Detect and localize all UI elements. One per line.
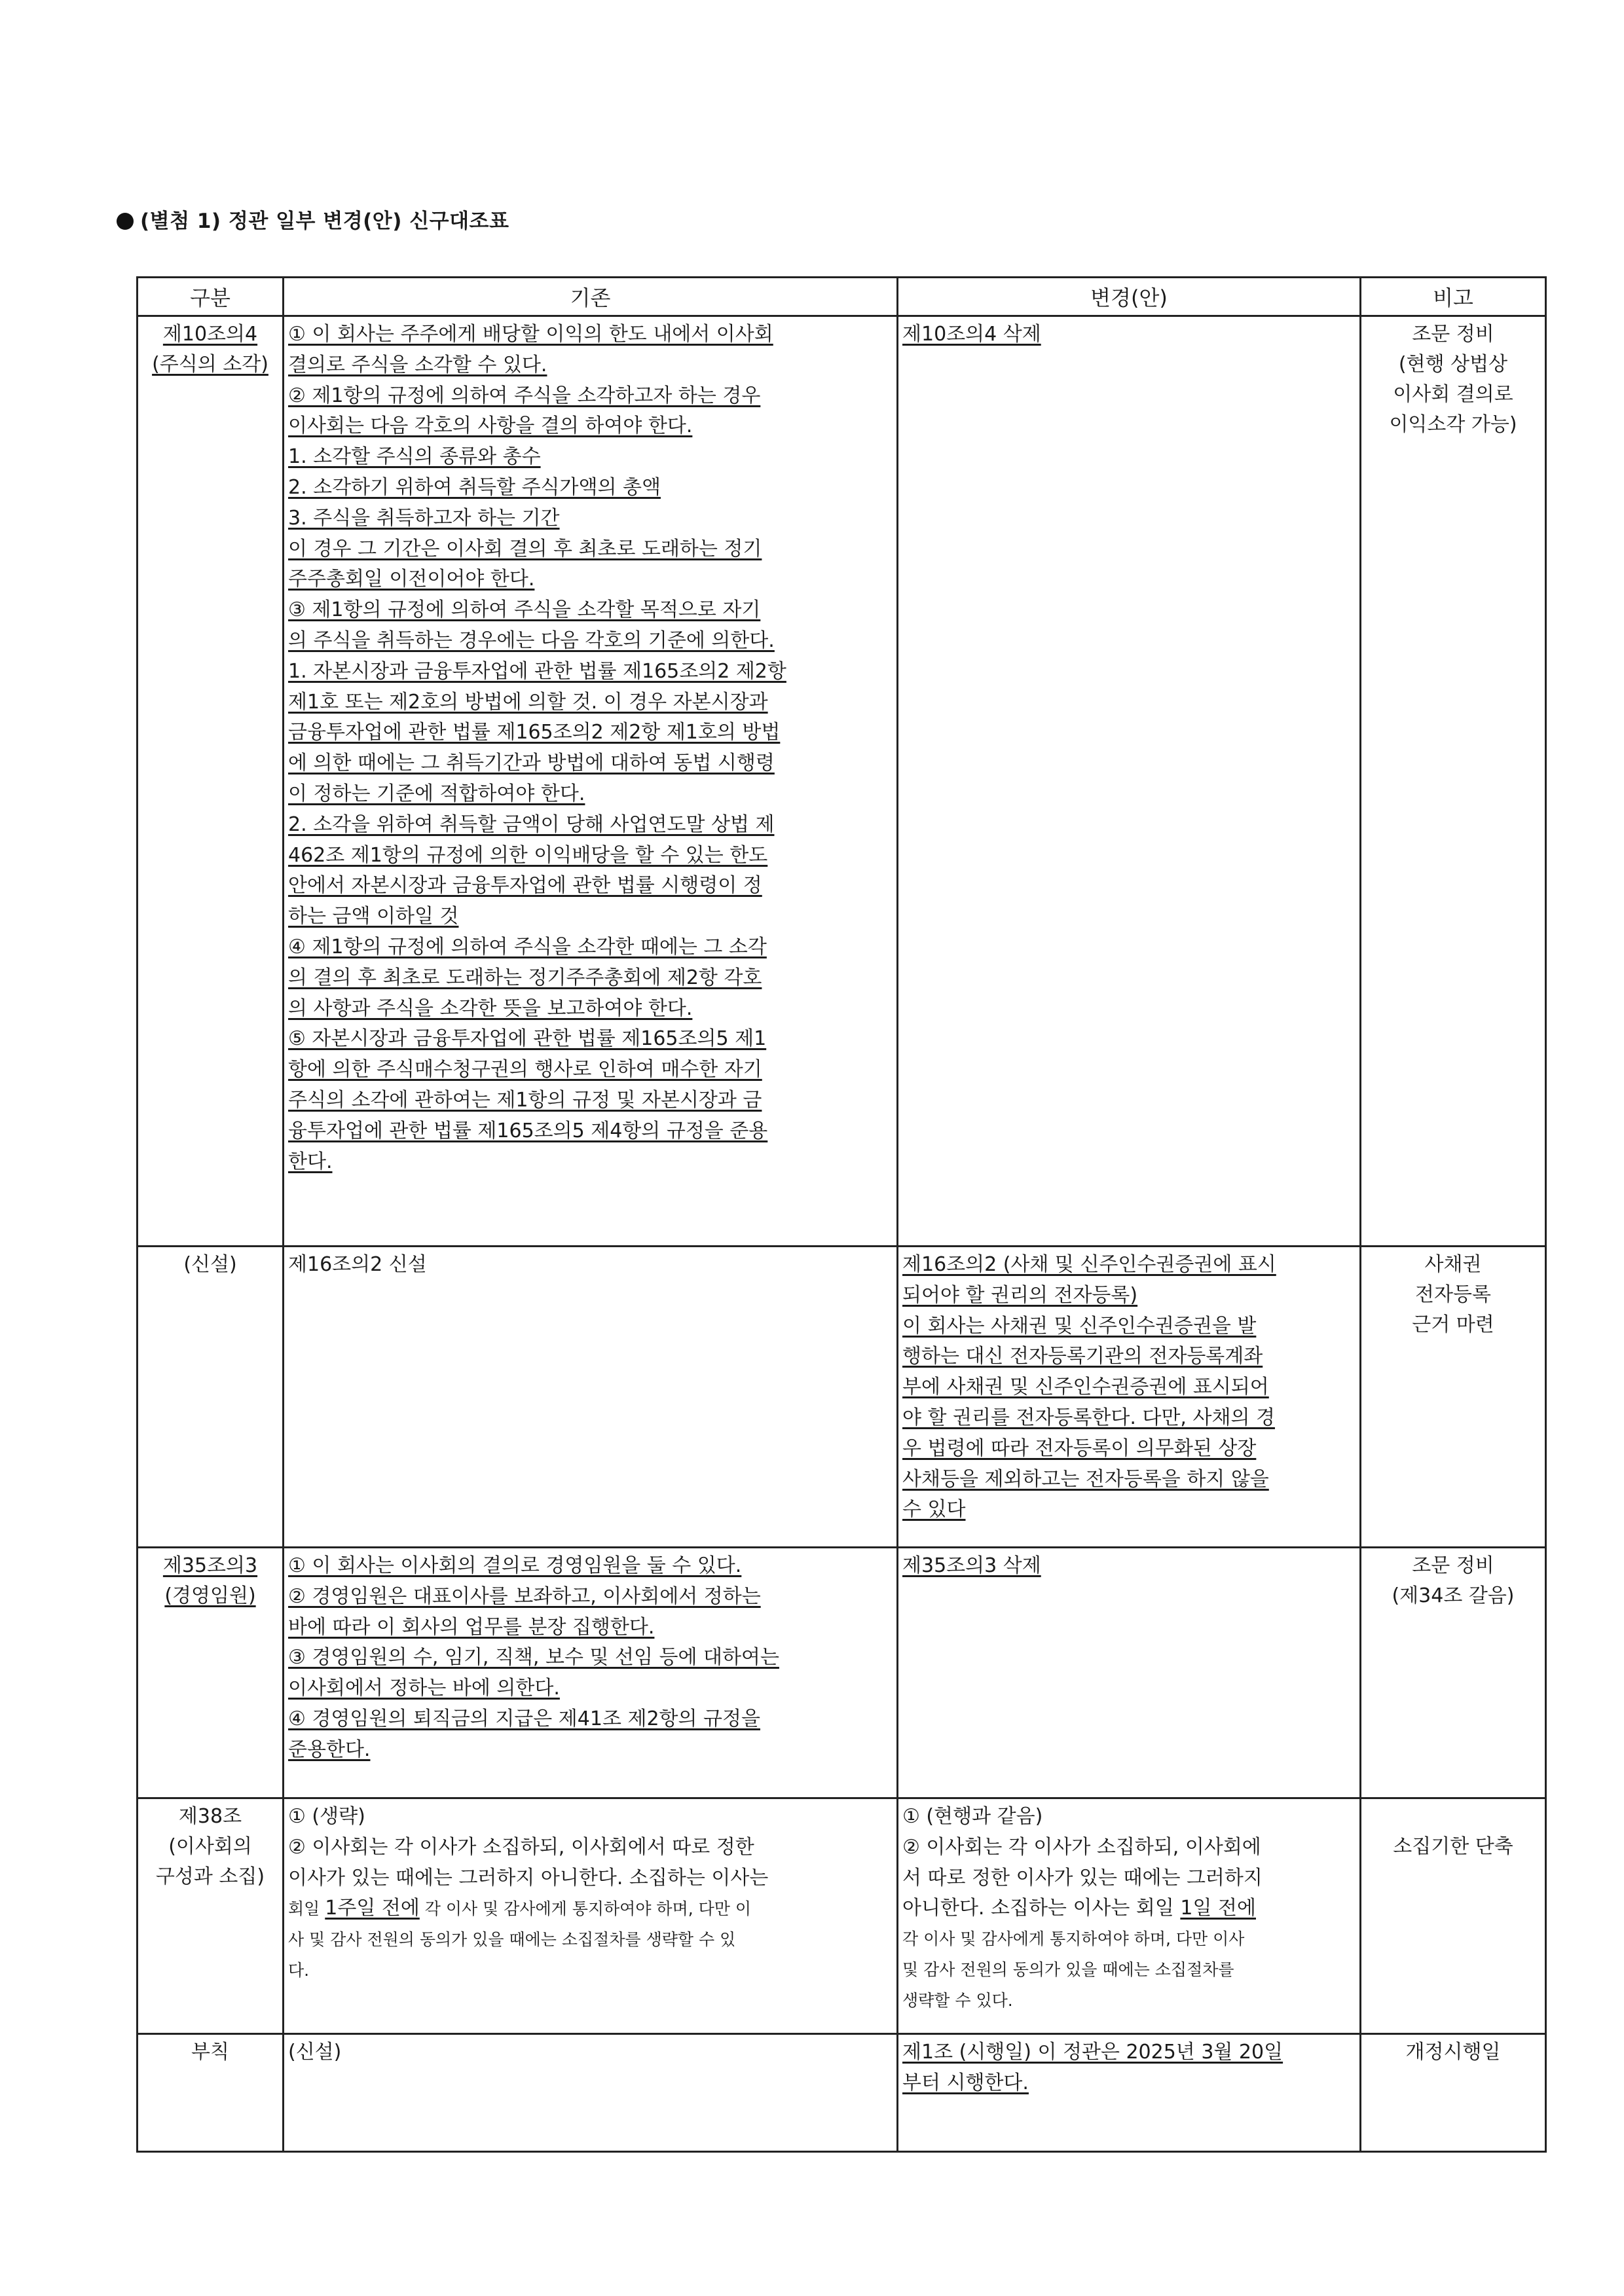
text-line: 의 주식을 취득하는 경우에는 다음 각호의 기준에 의한다. [288, 629, 775, 652]
text-line: ② 이사회는 각 이사가 소집하되, 이사회에 [902, 1835, 1261, 1859]
text-line: 제35조의3 삭제 [902, 1554, 1041, 1577]
heading-text: (별첨 1) 정관 일부 변경(안) 신구대조표 [140, 210, 509, 233]
text-line: 바에 따라 이 회사의 업무를 분장 집행한다. [288, 1615, 655, 1639]
text-line: 이 경우 그 기간은 이사회 결의 후 최초로 도래하는 정기 [288, 537, 762, 560]
text-line: 소집기한 단축 [1393, 1835, 1513, 1858]
text-line: 이 회사는 사채권 및 신주인수권증권을 발 [902, 1314, 1257, 1338]
text-line: (신설) [288, 2041, 342, 2064]
text-line: 에 의한 때에는 그 취득기간과 방법에 대하여 동법 시행령 [288, 752, 775, 775]
text-line: 이 정하는 기준에 적합하여야 한다. [288, 782, 585, 805]
text-line: 되어야 할 권리의 전자등록) [902, 1283, 1138, 1307]
row-category [138, 316, 284, 1247]
text-line: ① 이 회사는 주주에게 배당할 이익의 한도 내에서 이사회 [288, 323, 773, 346]
text-line: 1. 소각할 주식의 종류와 총수 [288, 445, 541, 469]
proposed-emphasis: 1일 전에 [1180, 1897, 1256, 1920]
header-existing: 기존 [284, 278, 898, 316]
text-line: 생략할 수 있다. [902, 1990, 1013, 2010]
text-line: 근거 마련 [1412, 1313, 1494, 1336]
text-line: 3. 주식을 취득하고자 하는 기간 [288, 506, 560, 530]
text-line: 제38조 [178, 1805, 242, 1828]
row-proposed [898, 2034, 1361, 2152]
row-note [1361, 1247, 1546, 1548]
text-line: ③ 경영임원의 수, 임기, 직책, 보수 및 선임 등에 대하여는 [288, 1646, 779, 1669]
text-line: ④ 제1항의 규정에 의하여 주식을 소각한 때에는 그 소각 [288, 935, 767, 958]
text-line: 하는 금액 이하일 것 [288, 905, 459, 928]
row-note [1361, 2034, 1546, 2152]
text-line: 제10조의4 삭제 [902, 323, 1041, 346]
row-existing [284, 1798, 898, 2034]
text-line: 융투자업에 관한 법률 제165조의5 제4항의 규정을 준용 [288, 1119, 768, 1142]
text-line: 다. [288, 1960, 310, 1980]
text-line: 부터 시행한다. [902, 2071, 1029, 2094]
row-existing [284, 2034, 898, 2152]
comparison-table [136, 276, 1547, 2153]
text-line: 개정시행일 [1405, 2041, 1501, 2064]
text-line: 제16조의2 신설 [288, 1253, 427, 1276]
text-line: 구성과 소집) [155, 1865, 265, 1888]
text-line: 준용한다. [288, 1738, 371, 1761]
text-line: 항에 의한 주식매수청구권의 행사로 인하여 매수한 자기 [288, 1058, 762, 1082]
header-row [138, 278, 1546, 316]
text-line: (제34조 갈음) [1392, 1584, 1515, 1607]
existing-line-pre: 회일 [288, 1899, 325, 1919]
text-line: 이사회에서 정하는 바에 의한다. [288, 1677, 560, 1700]
row-note [1361, 1798, 1546, 2034]
existing-emphasis-line [288, 1893, 893, 1925]
text-line: 2. 소각하기 위하여 취득할 주식가액의 총액 [288, 475, 661, 499]
text-line: 제10조의4 [162, 323, 258, 346]
header-proposed: 변경(안) [898, 278, 1361, 316]
row-proposed [898, 1247, 1361, 1548]
row-category [138, 2034, 284, 2152]
row-proposed [898, 1548, 1361, 1798]
text-line: (현행 상법상 [1398, 353, 1508, 376]
text-line: ① 이 회사는 이사회의 결의로 경영임원을 둘 수 있다. [288, 1554, 742, 1577]
text-line: 제16조의2 (사채 및 신주인수권증권에 표시 [902, 1253, 1276, 1276]
text-line: 우 법령에 따라 전자등록이 의무화된 상장 [902, 1436, 1257, 1460]
text-line: 한다. [288, 1150, 333, 1173]
text-line: 이사회 결의로 [1393, 383, 1513, 406]
text-line: 462조 제1항의 규정에 의한 이익배당을 할 수 있는 한도 [288, 843, 768, 867]
text-line: ① (생략) [288, 1805, 365, 1828]
text-line: (이사회의 [168, 1835, 252, 1858]
text-line: ③ 제1항의 규정에 의하여 주식을 소각할 목적으로 자기 [288, 598, 761, 622]
text-line: ② 제1항의 규정에 의하여 주식을 소각하고자 하는 경우 [288, 384, 761, 407]
row-category [138, 1548, 284, 1798]
text-line: 부칙 [191, 2041, 229, 2064]
row-proposed [898, 1798, 1361, 2034]
table-row [138, 2034, 1546, 2152]
text-line: 야 할 권리를 전자등록한다. 다만, 사채의 경 [902, 1406, 1275, 1429]
text-line: (주식의 소각) [152, 353, 268, 376]
text-line: 2. 소각을 위하여 취득할 금액이 당해 사업연도말 상법 제 [288, 812, 775, 836]
text-line: ⑤ 자본시장과 금융투자업에 관한 법률 제165조의5 제1 [288, 1027, 767, 1051]
text-line: ② 경영임원은 대표이사를 보좌하고, 이사회에서 정하는 [288, 1584, 761, 1608]
table-row [138, 1247, 1546, 1548]
header-category: 구분 [138, 278, 284, 316]
text-line: 1. 자본시장과 금융투자업에 관한 법률 제165조의2 제2항 [288, 659, 786, 683]
row-existing [284, 1247, 898, 1548]
row-proposed [898, 316, 1361, 1247]
text-line: 제1조 (시행일) 이 정관은 2025년 3월 20일 [902, 2041, 1283, 2064]
text-line: 제35조의3 [162, 1554, 258, 1577]
text-line: (경영임원) [164, 1584, 256, 1607]
text-line: 서 따로 정한 이사가 있는 때에는 그러하지 [902, 1866, 1263, 1889]
text-line: 의 결의 후 최초로 도래하는 정기주주총회에 제2항 각호 [288, 966, 762, 989]
row-note [1361, 316, 1546, 1247]
text-line: 의 사항과 주식을 소각한 뜻을 보고하여야 한다. [288, 996, 693, 1020]
text-line: 및 감사 전원의 동의가 있을 때에는 소집절차를 [902, 1959, 1234, 1979]
header-note: 비고 [1361, 278, 1546, 316]
text-line: ① (현행과 같음) [902, 1805, 1043, 1828]
text-line: 금융투자업에 관한 법률 제165조의2 제2항 제1호의 방법 [288, 721, 781, 744]
text-line: ④ 경영임원의 퇴직금의 지급은 제41조 제2항의 규정을 [288, 1707, 760, 1730]
existing-emphasis: 1주일 전에 [325, 1897, 420, 1920]
bullet-icon [117, 213, 134, 230]
text-line: ② 이사회는 각 이사가 소집하되, 이사회에서 따로 정한 [288, 1835, 754, 1859]
row-existing [284, 316, 898, 1247]
text-line: 안에서 자본시장과 금융투자업에 관한 법률 시행령이 정 [288, 874, 762, 898]
table-row [138, 1548, 1546, 1798]
document-heading [117, 204, 509, 234]
text-line: 주주총회일 이전이어야 한다. [288, 568, 535, 591]
text-line: 이익소각 가능) [1389, 413, 1517, 436]
text-line: 사채등을 제외하고는 전자등록을 하지 않을 [902, 1467, 1269, 1491]
text-line: 조문 정비 [1412, 323, 1494, 346]
table-row [138, 316, 1546, 1247]
table-row [138, 1798, 1546, 2034]
existing-line-post: 각 이사 및 감사에게 통지하여야 하며, 다만 이 [419, 1899, 752, 1919]
row-category [138, 1798, 284, 2034]
text-line: 제1호 또는 제2호의 방법에 의할 것. 이 경우 자본시장과 [288, 690, 768, 714]
proposed-emphasis-line [902, 1893, 1356, 1924]
text-line: 수 있다 [902, 1498, 966, 1522]
proposed-line-pre: 아니한다. 소집하는 이사는 회일 [902, 1897, 1181, 1920]
text-line: 사채권 [1424, 1253, 1482, 1276]
text-line: 사 및 감사 전원의 동의가 있을 때에는 소집절차를 생략할 수 있 [288, 1930, 736, 1950]
row-note [1361, 1548, 1546, 1798]
text-line: 부에 사채권 및 신주인수권증권에 표시되어 [902, 1376, 1269, 1399]
row-existing [284, 1548, 898, 1798]
text-line: 이사회는 다음 각호의 사항을 결의 하여야 한다. [288, 414, 693, 438]
text-line: 전자등록 [1415, 1283, 1491, 1306]
text-line: (신설) [183, 1253, 237, 1276]
text-line: 각 이사 및 감사에게 통지하여야 하며, 다만 이사 [902, 1929, 1245, 1949]
text-line: 이사가 있는 때에는 그러하지 아니한다. 소집하는 이사는 [288, 1866, 769, 1889]
text-line: 행하는 대신 전자등록기관의 전자등록계좌 [902, 1345, 1263, 1368]
row-category [138, 1247, 284, 1548]
text-line: 조문 정비 [1412, 1554, 1494, 1577]
text-line: 주식의 소각에 관하여는 제1항의 규정 및 자본시장과 금 [288, 1088, 762, 1112]
text-line: 결의로 주식을 소각할 수 있다. [288, 353, 547, 376]
